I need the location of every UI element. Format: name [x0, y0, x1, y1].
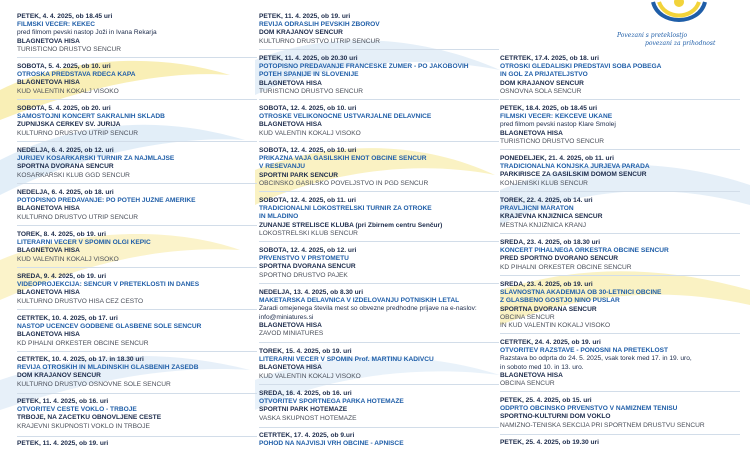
event-title-cont: V REŠEVANJU	[259, 163, 306, 171]
event-date: TOREK, 15. 4. 2025, ob 19. uri	[259, 348, 352, 355]
event-organizer: KUD VALENTIN KOKALJ VISOKO	[17, 255, 119, 263]
event-date: NEDELJA, 6. 4. 2025, ob 18. uri	[17, 189, 114, 196]
event-organizer: NAMIZNO-TENIŠKA SEKCIJA PRI ŠPORTNEM DRUŠTVU ŠENČUR	[500, 421, 705, 429]
event-item	[259, 348, 499, 381]
event-organizer: TURISTIČNO DRUŠTVO ŠENČUR	[17, 45, 122, 53]
event-note: pred filmom pevski nastop Klare Smolej	[500, 121, 616, 129]
event-title: PRAVLJIČNI MARATON	[500, 205, 574, 213]
event-item	[17, 189, 257, 222]
event-organizer: KULTURNO DRUŠTVO OSNOVNE ŠOLE ŠENČUR	[17, 380, 171, 388]
event-date: SOBOTA, 5. 4. 2025, ob 10. uri	[17, 63, 111, 70]
event-venue: BLAGNETOVA HIŠA	[17, 37, 80, 45]
event-title: OTVORITEV RAZSTAVE - PONOSNI NA PRETEKLOST	[500, 347, 669, 355]
divider	[259, 427, 499, 428]
event-note: Razstava bo odprta do 24. 5. 2025, vsak torek med 17. in 19. uro,	[500, 355, 692, 363]
divider	[500, 333, 740, 334]
divider	[17, 351, 257, 352]
event-title: NASTOP UČENCEV GODBENE GLASBENE ŠOLE ŠENČUR	[17, 323, 202, 331]
event-date: TOREK, 8. 4. 2025, ob 19. uri	[17, 231, 106, 238]
event-venue: DOM KRAJANOV ŠENČUR	[259, 29, 343, 37]
event-title: POTOPISNO PREDAVANJE: PO POTEH JUŽNE AMERIKE	[17, 197, 196, 205]
event-title: FILMSKI VEČER: KEKEC	[17, 21, 96, 29]
event-venue: ŠPORTNI PARK ŠENČUR	[259, 171, 339, 179]
event-venue: DOM KRAJANOV ŠENČUR	[500, 79, 584, 87]
event-title: REVIJA OTROŠKIH IN MLADINSKIH GLASBENIH ZASEDB	[17, 364, 199, 372]
event-title-cont: IN GOL ZA PRIJATELJSTVO	[500, 71, 588, 79]
event-title: REVIJA ODRASLIH PEVSKIH ZBOROV	[259, 21, 380, 29]
divider	[500, 275, 740, 276]
event-item	[259, 55, 499, 96]
divider	[17, 99, 257, 100]
event-date: PETEK, 25. 4. 2025, ob 19.30 uri	[500, 439, 599, 446]
event-date: SOBOTA, 12. 4. 2025, ob 10. uri	[259, 105, 357, 112]
event-title-cont: Z GLASBENO GOSTJO NINO PUŠLAR	[500, 297, 620, 305]
event-date: ČETRTEK, 17.4. 2025, ob 18. uri	[500, 55, 599, 62]
divider	[500, 99, 740, 100]
event-venue: TRBOJE, NA ZAČETKU OBNOVLJENE CESTE	[17, 414, 162, 422]
event-date: PONEDELJEK, 21. 4. 2025, ob 11. uri	[500, 155, 614, 162]
event-title: ODPRTO OBČINSKO PRVENSTVO V NAMIZNEM TENISU	[500, 405, 678, 413]
event-organizer: KUD VALENTIN KOKALJ VISOKO	[259, 129, 361, 137]
event-organizer: KULTURNO DRUŠTVO UTRIP ŠENČUR	[259, 37, 381, 45]
event-date: ČETRTEK, 10. 4. 2025, ob 17. uri	[17, 315, 118, 322]
event-venue: BLAGNETOVA HIŠA	[17, 247, 80, 255]
event-organizer: KRAJEVNI SKUPNOSTI VOKLO IN TRBOJE	[17, 422, 150, 430]
event-title: POTOPISNO PREDAVANJE FRANCESKE ŽUMER - PO JAKOBOVIH	[259, 63, 469, 71]
event-organizer: KD PIHALNI ORKESTER OBČINE ŠENČUR	[17, 339, 149, 347]
event-organizer: OBČINSKO GASILSKO POVELJSTVO IN PGD ŠENČUR	[259, 179, 429, 187]
event-organizer: KULTURNO DRUŠTVO UTRIP ŠENČUR	[17, 213, 139, 221]
event-title: SLAVNOSTNA AKADEMIJA OB 30-LETNICI OBČINE	[500, 289, 662, 297]
event-venue: BLAGNETOVA HIŠA	[17, 79, 80, 87]
event-venue: BLAGNETOVA HIŠA	[259, 364, 322, 372]
event-title: TRADICIONALNI LOKOSTRELSKI TURNIR ZA OTROKE	[259, 205, 432, 213]
divider	[17, 57, 257, 58]
divider	[500, 391, 740, 392]
event-item	[17, 147, 257, 180]
event-date: NEDELJA, 6. 4. 2025, ob 12. uri	[17, 147, 114, 154]
event-date: ČETRTEK, 17. 4. 2025, ob 9.uri	[259, 432, 355, 439]
event-venue: BLAGNETOVA HIŠA	[500, 129, 563, 137]
event-organizer: KONJENIŠKI KLUB ŠENČUR	[500, 179, 588, 187]
event-organizer: KD PIHALNI ORKESTER OBČINE ŠENČUR	[500, 263, 632, 271]
event-item	[259, 147, 499, 188]
event-organizer: TURISTIČNO DRUŠTVO ŠENČUR	[259, 87, 364, 95]
event-date: PETEK, 11. 4. 2025, ob 16. uri	[17, 398, 109, 405]
event-organizer: OBČINA ŠENČUR	[500, 380, 555, 388]
event-date: SREDA, 23. 4. 2025, ob 19. uri	[500, 281, 593, 288]
event-title: OTROŠKI GLEDALIŠKI PREDSTAVI SOBA POBEGA	[500, 63, 662, 71]
event-venue: ŠPORTNA DVORANA ŠENČUR	[259, 263, 356, 271]
divider	[259, 384, 499, 385]
event-item	[17, 315, 257, 348]
event-item	[17, 398, 257, 431]
event-venue: BLAGNETOVA HIŠA	[500, 371, 563, 379]
event-item	[500, 55, 740, 96]
event-item	[259, 247, 499, 280]
event-title: PRVENSTVO V PRSTOMETU	[259, 255, 349, 263]
event-date: SOBOTA, 5. 4. 2025, ob 20. uri	[17, 105, 111, 112]
event-venue: BLAGNETOVA HIŠA	[17, 331, 80, 339]
slogan-line-1: Povezani s preteklostjo	[617, 32, 688, 39]
divider	[259, 49, 499, 50]
event-venue: ŠPORTNA DVORANA ŠENČUR	[17, 163, 114, 171]
event-organizer: KULTURNO DRUŠTVO HIŠA ČEZ CESTO	[17, 297, 144, 305]
event-email: info@miniatures.si	[259, 313, 314, 321]
event-item	[17, 440, 257, 448]
event-date: SREDA, 9. 4. 2025, ob 19. uri	[17, 273, 107, 280]
event-item	[500, 339, 740, 388]
event-venue: BLAGNETOVA HIŠA	[259, 79, 322, 87]
event-item	[500, 439, 740, 447]
event-date: PETEK, 11. 4. 2025, ob 19. uri	[17, 440, 109, 447]
event-title: POHOD NA NAJVIŠJI VRH OBČINE - APNIŠČE	[259, 440, 404, 448]
divider	[17, 225, 257, 226]
event-item	[259, 105, 499, 138]
event-organizer: MESTNA KNJIŽNICA KRANJ	[500, 221, 587, 229]
event-organizer: ŠPORTNO DRUŠTVO PAJEK	[259, 271, 348, 279]
logo-area	[615, 0, 750, 56]
event-date: SOBOTA, 12. 4. 2025, ob 12. uri	[259, 247, 357, 254]
event-title: KONCERT PIHALNEGA ORKESTRA OBČINE ŠENČUR	[500, 247, 669, 255]
municipality-logo-icon	[649, 0, 709, 30]
event-date: SOBOTA, 12. 4. 2025, ob 10. uri	[259, 147, 357, 154]
event-item	[500, 281, 740, 330]
divider	[17, 393, 257, 394]
divider	[17, 141, 257, 142]
event-item	[259, 432, 499, 448]
event-item	[259, 390, 499, 423]
event-item	[500, 105, 740, 146]
event-item	[259, 289, 499, 338]
event-organizer: KULTURNO DRUŠTVO UTRIP ŠENČUR	[17, 129, 139, 137]
event-organizer: KOŠARKARSKI KLUB GGD ŠENČUR	[17, 171, 130, 179]
event-venue: PARKIRIŠČE ZA GASILSKIM DOMOM ŠENČUR	[500, 171, 647, 179]
event-date: SREDA, 23. 4. 2025, ob 18.30 uri	[500, 239, 601, 246]
event-date: PETEK, 4. 4. 2025, ob 18.45 uri	[17, 13, 113, 20]
event-organizer-cont: IN KUD VALENTIN KOKALJ VISOKO	[500, 322, 611, 330]
event-date: ČETRTEK, 24. 4. 2025, ob 19. uri	[500, 339, 601, 346]
divider	[17, 183, 257, 184]
event-organizer: TURISTIČNO DRUŠTVO ŠENČUR	[500, 137, 605, 145]
event-title: OTROŠKE VELIKONOČNE USTVARJALNE DELAVNICE	[259, 113, 432, 121]
divider	[500, 233, 740, 234]
event-item	[500, 397, 740, 430]
event-venue: KRAJEVNA KNJIŽNICA ŠENČUR	[500, 213, 603, 221]
divider	[259, 241, 499, 242]
event-venue: DOM KRAJANOV ŠENČUR	[17, 372, 101, 380]
divider	[259, 342, 499, 343]
event-title: OTVORITEV ŠPORTNEGA PARKA HOTEMAŽE	[259, 398, 404, 406]
event-item	[17, 273, 257, 306]
event-organizer: OBČINA ŠENČUR	[500, 313, 555, 321]
event-item	[17, 105, 257, 138]
event-item	[500, 155, 740, 188]
event-title: FILMSKI VEČER: KEKČEVE UKANE	[500, 113, 613, 121]
event-date: NEDELJA, 13. 4. 2025, ob 8.30 uri	[259, 289, 364, 296]
event-organizer: KUD VALENTIN KOKALJ VISOKO	[259, 372, 361, 380]
event-organizer: VAŠKA SKUPNOST HOTEMAŽE	[259, 414, 357, 422]
event-date: PETEK, 11. 4. 2025, ob 20.30 uri	[259, 55, 358, 62]
event-venue: ZUNANJE STRELIŠČE KLUBA (pri Zbirnem centru Šenčur)	[259, 221, 443, 229]
event-venue: ŠPORTNA DVORANA ŠENČUR	[500, 305, 597, 313]
divider	[259, 191, 499, 192]
event-date: PETEK, 11. 4. 2025, ob 19. uri	[259, 13, 351, 20]
event-title: MAKETARSKA DELAVNICA V IZDELOVANJU POTNIŠKIH LETAL	[259, 297, 460, 305]
event-date: PETEK, 25. 4. 2025, ob 15. uri	[500, 397, 592, 404]
event-organizer: OSNOVNA ŠOLA ŠENČUR	[500, 87, 582, 95]
event-venue: ŽUPNIJSKA CERKEV SV. JURIJA	[17, 121, 121, 129]
event-item	[17, 63, 257, 96]
event-title: SAMOSTOJNI KONCERT SAKRALNIH SKLADB	[17, 113, 165, 121]
event-venue: BLAGNETOVA HIŠA	[17, 289, 80, 297]
event-title: VIDEOPROJEKCIJA: ŠENČUR V PRETEKLOSTI IN DANES	[17, 281, 200, 289]
event-date: ČETRTEK, 10. 4. 2025, ob 17. in 18.30 uri	[17, 356, 144, 363]
event-item	[17, 13, 257, 54]
event-venue: ŠPORTNO-KULTURNI DOM VOKLO	[500, 413, 611, 421]
event-venue: ŠPORTNI PARK HOTEMAŽE	[259, 406, 348, 414]
slogan-line-2: povezani za prihodnost	[645, 40, 716, 47]
divider	[500, 434, 740, 435]
event-title-cont: IN MLADINO	[259, 213, 299, 221]
event-venue: BLAGNETOVA HIŠA	[259, 121, 322, 129]
divider	[17, 309, 257, 310]
event-title: LITERARNI VEČER V SPOMIN Prof. MARTINU KADIVCU	[259, 356, 434, 364]
event-title-cont: POTEH ŠPANIJE IN SLOVENIJE	[259, 71, 359, 79]
event-item	[259, 197, 499, 238]
event-venue: PRED ŠPORTNO DVORANO ŠENČUR	[500, 255, 618, 263]
event-date: SREDA, 16. 4. 2025, ob 16. uri	[259, 390, 352, 397]
event-note: pred filmom pevski nastop Joži in Ivana Rekarja	[17, 29, 157, 37]
event-item	[500, 197, 740, 230]
event-date: TOREK, 22. 4. 2025, ob 14. uri	[500, 197, 593, 204]
divider	[17, 436, 257, 437]
event-title: LITERARNI VEČER V SPOMIN OLGI KEPIC	[17, 239, 151, 247]
event-title: OTROŠKA PREDSTAVA RDEČA KAPA	[17, 71, 136, 79]
event-title: PRIKAZNA VAJA GASILSKIH ENOT OBČINE ŠENČUR	[259, 155, 427, 163]
divider	[259, 141, 499, 142]
event-venue: BLAGNETOVA HIŠA	[17, 205, 80, 213]
event-item	[17, 231, 257, 264]
divider	[17, 267, 257, 268]
event-organizer: ZAVOD MINIATURES	[259, 330, 324, 338]
event-title: JURIJEV KOŠARKARSKI TURNIR ZA NAJMLAJŠE	[17, 155, 175, 163]
divider	[500, 149, 740, 150]
event-date: SOBOTA, 12. 4. 2025, ob 11. uri	[259, 197, 356, 204]
event-item	[259, 13, 499, 46]
event-title: OTVORITEV CESTE VOKLO - TRBOJE	[17, 406, 137, 414]
event-date: PETEK, 18.4. 2025, ob 18.45 uri	[500, 105, 598, 112]
event-note-cont: in soboto med 10. in 13. uro.	[500, 363, 584, 371]
event-note: Zaradi omejenega števila mest so obvezne predhodne prijave na e-naslov:	[259, 305, 477, 313]
event-organizer: LOKOSTRELSKI KLUB ŠENČUR	[259, 229, 358, 237]
divider	[259, 99, 499, 100]
event-organizer: KUD VALENTIN KOKALJ VISOKO	[17, 87, 119, 95]
event-venue: BLAGNETOVA HIŠA	[259, 321, 322, 329]
event-title: TRADICIONALNA KONJSKA JURJEVA PARADA	[500, 163, 650, 171]
event-item	[500, 239, 740, 272]
divider	[259, 283, 499, 284]
event-item	[17, 356, 257, 389]
divider	[500, 191, 740, 192]
